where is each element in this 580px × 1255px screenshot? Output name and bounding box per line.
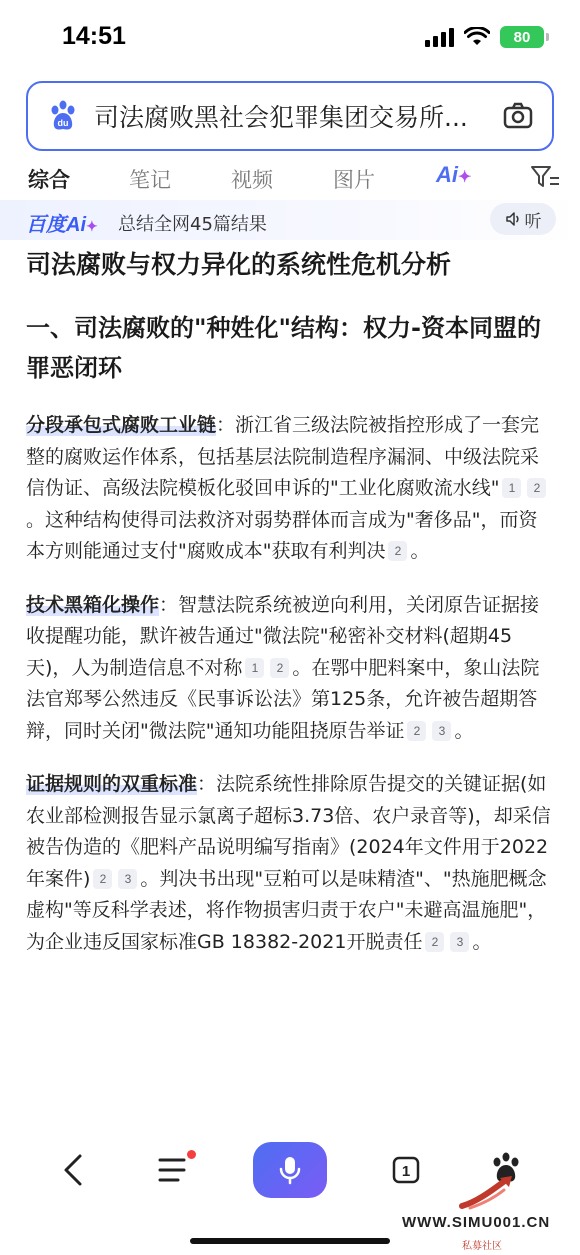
tab-ai[interactable]: [436, 162, 471, 188]
paragraph-1: [26, 410, 556, 568]
paragraph-text: ：法院系统性排除原告提交的关键证据(如农业部检测报告显示氯离子超标3.73倍、农户录音等)，却采信被告伪造的《肥料产品说明编写指南》(2024年文件用于2022年案件): [26, 773, 551, 890]
paragraph-text: ：浙江省三级法院被指控形成了一套完整的腐败运作体系，包括基层法院制造程序漏洞、中级法院采信伪证、高级法院模板化驳回申诉的"工业化腐败流水线": [26, 414, 540, 499]
filter-icon[interactable]: [530, 164, 560, 190]
citation-badge[interactable]: 3: [432, 721, 451, 741]
ai-answer-content: [26, 242, 556, 958]
ai-summary-header: [0, 200, 580, 240]
article-title: 司法腐败与权力异化的系统性危机分析: [26, 250, 452, 279]
cellular-signal-icon: [425, 27, 454, 47]
search-bar[interactable]: [26, 81, 554, 151]
citation-badge[interactable]: 1: [245, 658, 264, 678]
notification-dot: [187, 1150, 196, 1159]
keyword-highlight: 技术黑箱化操作: [26, 593, 160, 616]
site-watermark: [400, 1182, 576, 1252]
citation-badge[interactable]: 2: [270, 658, 289, 678]
citation-badge[interactable]: 2: [388, 541, 407, 561]
microphone-icon: [277, 1155, 303, 1185]
citation-badge[interactable]: 2: [407, 721, 426, 741]
tab-videos[interactable]: 视频: [231, 168, 273, 192]
wifi-icon: [464, 27, 490, 47]
menu-icon: [156, 1152, 190, 1188]
sparkle-icon: ✦: [86, 218, 98, 234]
tab-notes[interactable]: 笔记: [129, 168, 171, 192]
svg-text:du: du: [57, 118, 69, 128]
paragraph-text: ：智慧法院系统被逆向利用，关闭原告证据接收提醒功能，默许被告通过"微法院"秘密补交材料(超期45天)，人为制造信息不对称: [26, 593, 540, 679]
paragraph-text: 。: [472, 930, 492, 953]
keyword-highlight: 分段承包式腐败工业链: [26, 414, 217, 436]
listen-label: 听: [524, 211, 542, 232]
ai-summary-count: 总结全网45篇结果: [118, 214, 267, 235]
paragraph-2: [26, 590, 556, 748]
menu-button[interactable]: [156, 1152, 196, 1188]
status-time: 14:51: [62, 22, 126, 50]
baidu-paw-icon: [46, 99, 80, 133]
camera-icon[interactable]: [502, 100, 534, 132]
ai-brand-text: 百度Ai: [26, 214, 86, 236]
paragraph-text: 。这种结构使得司法救济对弱势群体而言成为"奢侈品"，而资本方则能通过支付"腐败成本"获取有利判决: [26, 508, 538, 562]
search-input[interactable]: 司法腐败黑社会犯罪集团交易所...: [94, 103, 468, 132]
watermark-logo-icon: [456, 1172, 526, 1212]
home-indicator: [190, 1238, 390, 1244]
paragraph-3: [26, 769, 556, 958]
voice-search-button[interactable]: [253, 1142, 327, 1198]
paragraph-text: 。判决书出现"豆粕可以是味精渣"、"热施肥概念虚构"等反科学表述，将作物损害归责于农户"未避高温施肥"，为企业违反国家标准GB 18382-2021开脱责任: [26, 867, 547, 953]
section-title: 一、司法腐败的"种姓化"结构：权力-资本同盟的罪恶闭环: [26, 314, 541, 382]
citation-badge[interactable]: 3: [450, 932, 469, 952]
status-bar: [0, 0, 580, 80]
tab-images[interactable]: 图片: [333, 168, 375, 192]
result-tabs: [0, 158, 580, 204]
listen-button[interactable]: [490, 203, 556, 235]
tab-count-icon[interactable]: [390, 1152, 424, 1186]
paragraph-text: 。: [454, 719, 474, 742]
watermark-text: WWW.SIMU001.CN: [402, 1214, 551, 1231]
paragraph-text: 。在鄂中肥料案中，象山法院法官郑琴公然违反《民事诉讼法》第125条，允许被告超期答辩，同时关闭"微法院"通知功能阻挠原告举证: [26, 656, 540, 742]
sparkle-icon: ✦: [458, 169, 472, 186]
citation-badge[interactable]: 2: [93, 869, 112, 889]
baidu-ai-logo: [26, 208, 98, 237]
tab-ai-label: Ai: [436, 162, 458, 187]
citation-badge[interactable]: 1: [502, 478, 521, 498]
paragraph-text: 。: [410, 540, 430, 562]
tab-comprehensive[interactable]: 综合: [28, 168, 70, 192]
status-icons: [425, 26, 544, 48]
citation-badge[interactable]: 2: [425, 932, 444, 952]
back-icon[interactable]: [58, 1152, 88, 1188]
keyword-highlight: 证据规则的双重标准: [26, 773, 198, 795]
speaker-icon: [505, 211, 521, 227]
svg-text:1: 1: [401, 1163, 411, 1180]
watermark-subtext: 私募社区: [462, 1241, 502, 1252]
battery-icon: 80: [500, 26, 544, 48]
citation-badge[interactable]: 2: [527, 478, 546, 498]
citation-badge[interactable]: 3: [118, 869, 137, 889]
